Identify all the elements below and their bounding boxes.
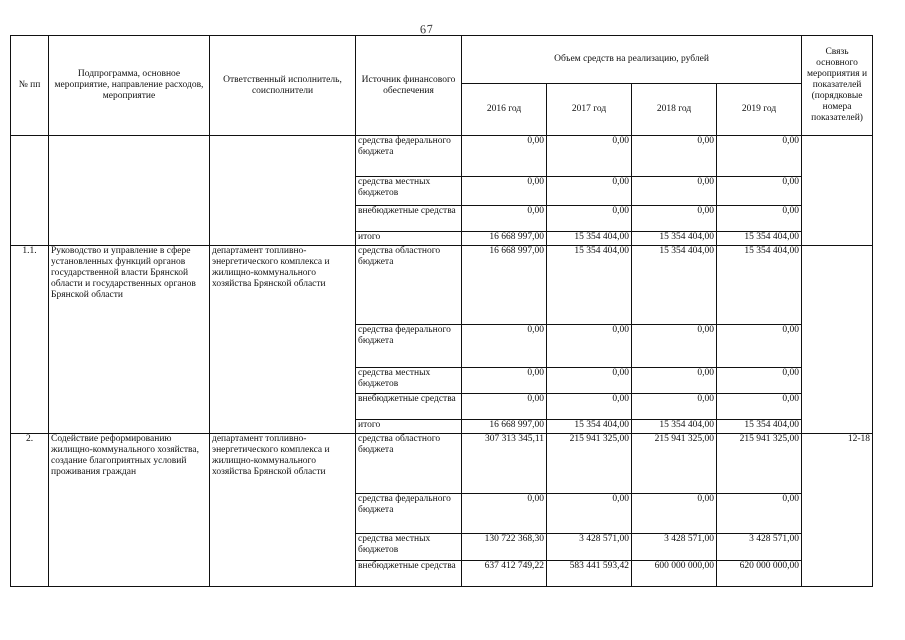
cell-value: 0,00 bbox=[717, 325, 802, 368]
cell-value: 307 313 345,11 bbox=[462, 434, 547, 494]
budget-table bbox=[10, 35, 873, 587]
cell-value: 583 441 593,42 bbox=[547, 561, 632, 587]
table-row bbox=[11, 136, 873, 177]
header-year: 2017 год bbox=[547, 84, 632, 136]
cell-value: 16 668 997,00 bbox=[462, 232, 547, 246]
row-source: средства местных бюджетов bbox=[356, 534, 462, 561]
row-source: итого bbox=[356, 420, 462, 434]
cell-value: 0,00 bbox=[462, 177, 547, 206]
row-executor: департамент топливно-энергетического комплекса и жилищно-коммунального хозяйства Брянской области bbox=[210, 246, 356, 434]
cell-value: 0,00 bbox=[632, 177, 717, 206]
cell-value: 0,00 bbox=[547, 368, 632, 394]
cell-value: 215 941 325,00 bbox=[717, 434, 802, 494]
cell-value: 0,00 bbox=[462, 368, 547, 394]
cell-value: 0,00 bbox=[632, 136, 717, 177]
row-name: Содействие реформированию жилищно-коммунального хозяйства, создание благоприятных условий проживания граждан bbox=[49, 434, 210, 587]
cell-value: 15 354 404,00 bbox=[632, 420, 717, 434]
row-source: средства местных бюджетов bbox=[356, 368, 462, 394]
row-link: 12-18 bbox=[802, 434, 873, 587]
row-executor: департамент топливно-энергетического комплекса и жилищно-коммунального хозяйства Брянской области bbox=[210, 434, 356, 587]
row-source: средства областного бюджета bbox=[356, 434, 462, 494]
cell-value: 130 722 368,30 bbox=[462, 534, 547, 561]
header-year: 2018 год bbox=[632, 84, 717, 136]
row-link bbox=[802, 246, 873, 434]
table-row bbox=[11, 246, 873, 325]
cell-value: 15 354 404,00 bbox=[717, 420, 802, 434]
table-row bbox=[11, 434, 873, 494]
cell-value: 0,00 bbox=[462, 325, 547, 368]
cell-value: 0,00 bbox=[717, 368, 802, 394]
cell-value: 15 354 404,00 bbox=[632, 246, 717, 325]
cell-value: 620 000 000,00 bbox=[717, 561, 802, 587]
header-year: 2016 год bbox=[462, 84, 547, 136]
row-num: 2. bbox=[11, 434, 49, 587]
cell-value: 0,00 bbox=[632, 325, 717, 368]
cell-value: 0,00 bbox=[632, 494, 717, 534]
cell-value: 0,00 bbox=[717, 206, 802, 232]
row-source: средства местных бюджетов bbox=[356, 177, 462, 206]
cell-value: 16 668 997,00 bbox=[462, 246, 547, 325]
cell-value: 0,00 bbox=[547, 394, 632, 420]
row-source: средства федерального бюджета bbox=[356, 494, 462, 534]
cell-value: 3 428 571,00 bbox=[547, 534, 632, 561]
page-number: 67 bbox=[419, 21, 435, 37]
header-num: № пп bbox=[11, 36, 49, 136]
cell-value: 600 000 000,00 bbox=[632, 561, 717, 587]
row-source: средства федерального бюджета bbox=[356, 136, 462, 177]
cell-value: 0,00 bbox=[462, 136, 547, 177]
header-source: Источник финансового обеспечения bbox=[356, 36, 462, 136]
cell-value: 15 354 404,00 bbox=[717, 232, 802, 246]
cell-value: 0,00 bbox=[717, 494, 802, 534]
row-source: внебюджетные средства bbox=[356, 394, 462, 420]
cell-value: 0,00 bbox=[462, 494, 547, 534]
row-num bbox=[11, 136, 49, 246]
cell-value: 16 668 997,00 bbox=[462, 420, 547, 434]
cell-value: 15 354 404,00 bbox=[632, 232, 717, 246]
cell-value: 0,00 bbox=[632, 368, 717, 394]
cell-value: 215 941 325,00 bbox=[632, 434, 717, 494]
row-source: средства федерального бюджета bbox=[356, 325, 462, 368]
header-executor: Ответственный исполнитель, соисполнители bbox=[210, 36, 356, 136]
row-source: итого bbox=[356, 232, 462, 246]
cell-value: 637 412 749,22 bbox=[462, 561, 547, 587]
cell-value: 3 428 571,00 bbox=[632, 534, 717, 561]
row-name: Руководство и управление в сфере установленных функций органов государственной власти Брянской области и государственных органов Брянской области bbox=[49, 246, 210, 434]
cell-value: 15 354 404,00 bbox=[547, 246, 632, 325]
cell-value: 0,00 bbox=[632, 394, 717, 420]
cell-value: 215 941 325,00 bbox=[547, 434, 632, 494]
row-executor bbox=[210, 136, 356, 246]
header-link: Связь основного мероприятия и показателей (порядковые номера показателей) bbox=[802, 36, 873, 136]
cell-value: 15 354 404,00 bbox=[717, 246, 802, 325]
cell-value: 0,00 bbox=[632, 206, 717, 232]
cell-value: 0,00 bbox=[547, 206, 632, 232]
header-subprogram: Подпрограмма, основное мероприятие, направление расходов, мероприятие bbox=[49, 36, 210, 136]
cell-value: 0,00 bbox=[717, 136, 802, 177]
cell-value: 0,00 bbox=[462, 206, 547, 232]
cell-value: 0,00 bbox=[717, 394, 802, 420]
cell-value: 0,00 bbox=[547, 325, 632, 368]
cell-value: 0,00 bbox=[717, 177, 802, 206]
cell-value: 0,00 bbox=[547, 177, 632, 206]
row-link bbox=[802, 136, 873, 246]
header-volume: Объем средств на реализацию, рублей bbox=[462, 36, 802, 84]
row-name bbox=[49, 136, 210, 246]
cell-value: 0,00 bbox=[547, 494, 632, 534]
cell-value: 15 354 404,00 bbox=[547, 420, 632, 434]
row-source: внебюджетные средства bbox=[356, 561, 462, 587]
header-year: 2019 год bbox=[717, 84, 802, 136]
row-source: внебюджетные средства bbox=[356, 206, 462, 232]
cell-value: 3 428 571,00 bbox=[717, 534, 802, 561]
cell-value: 15 354 404,00 bbox=[547, 232, 632, 246]
cell-value: 0,00 bbox=[547, 136, 632, 177]
row-source: средства областного бюджета bbox=[356, 246, 462, 325]
cell-value: 0,00 bbox=[462, 394, 547, 420]
row-num: 1.1. bbox=[11, 246, 49, 434]
